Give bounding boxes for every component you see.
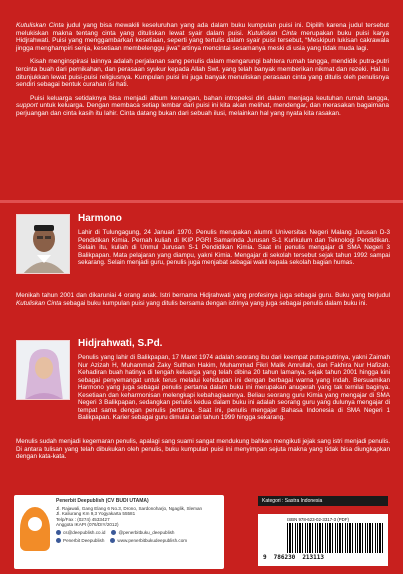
publisher-box bbox=[14, 495, 224, 569]
author-photo-hidjrahwati bbox=[16, 340, 70, 400]
book-title-emphasis: Kutuliskan Cinta bbox=[16, 22, 64, 29]
synopsis-paragraph-1: Kutuliskan Cinta judul yang bisa mewakili keseluruhan yang ada dalam buku kumpulan puisi ini. Dipilih karena judul tersebut melukiskan makna tentang cinta yang dituliskan lewat syair dalam puisi. Kutuliskan Cinta merupakan buku puisi karya Hidjrahwati. Puisi yang menggambarkan kesetiaan, seperti yang tertulis dalam syair puisi tersebut, “Meskipun lukisan cakrawala jingga menghampiri senja, kesetiaan membelenggu jiwa” artinya mencintai sesamanya meski di usia yang tidak muda lagi. bbox=[16, 22, 389, 52]
publisher-email: cs@deepublish.co.id bbox=[56, 530, 105, 536]
publisher-name: Penerbit Deepublish (CV BUDI UTAMA) bbox=[56, 498, 149, 504]
publisher-membership: Anggota IKAPI (076/DIY/2012) bbox=[56, 522, 119, 528]
publisher-website: www.penerbitbukudeepublish.com bbox=[110, 538, 187, 544]
synopsis bbox=[16, 22, 389, 124]
instagram-icon bbox=[111, 530, 116, 535]
publisher-address: Jl. Rajawali, Gang Elang 6 No.3, Drono, Sardonoharjo, Ngaglik, Sleman bbox=[56, 505, 203, 511]
divider bbox=[0, 200, 403, 203]
publisher-logo-icon bbox=[20, 507, 50, 551]
barcode-digits: 9 786230 213113 bbox=[263, 554, 324, 561]
book-title-emphasis: Kutuliskan Cinta bbox=[247, 29, 297, 37]
publisher-instagram: @penerbitbuku_deepublish bbox=[111, 530, 174, 536]
publisher-links bbox=[56, 538, 218, 544]
isbn-label: ISBN 978-623-02-3317-3 (PDF) bbox=[287, 517, 349, 522]
globe-icon bbox=[110, 538, 115, 543]
author-bio-harmono: Lahir di Tulungagung, 24 Januari 1970. Penulis merupakan alumni Universitas Negeri Malang Jurusan D-3 Pendidikan Kimia. Pernah kuliah di IKIP PGRI Samarinda Jurusan S-1 Kurikulum dan Teknologi Pendidikan. Selain itu, kuliah di Unmul Jurusan S-1 Pendidikan Kimia. Saat ini penulis mengajar di SMA Negeri 3 Balikpapan. Mata pelajaran yang diampu, yakni Kimia. Mengajar di sekolah tersebut sejak tahun 1992 sampai sekarang. Selain menjadi guru, penulis juga menjabat sebagai wakil kepala sekolah bagian humas. bbox=[78, 229, 390, 266]
author-bio-hidjrahwati-writing: Menulis sudah menjadi kegemaran penulis, apalagi sang suami sangat mendukung bahkan mengikuti jejak sang istri menjadi penulis. Di antara tulisan yang telah dibukukan oleh penulis, buku kumpulan puisi ini menyimpan sejuta makna yang tidak bisa diungkapkan dengan kata-kata. bbox=[16, 438, 390, 460]
category-label: Kategori : Sastra Indonesia bbox=[258, 496, 388, 506]
facebook-icon bbox=[56, 538, 61, 543]
publisher-phone: Telp/Fax : (0274) 4533427 bbox=[56, 516, 110, 522]
barcode bbox=[258, 514, 388, 566]
synopsis-paragraph-3: Puisi keluarga setidaknya bisa menjadi album kenangan, bahan intropeksi diri dalam menjaga keutuhan rumah tangga, support untuk keluarga. Dengan membaca setiap lembar dari puisi ini kita akan melihat, mendengar, dan merasakan bagaimana perjuangan dan cinta kasih itu lahir. Cinta datang bukan dari sebuah ilusi, melainkan hal yang nyata kita rasakan. bbox=[16, 94, 389, 117]
author-name-hidjrahwati: Hidjrahwati, S.Pd. bbox=[78, 338, 163, 349]
barcode-bars bbox=[287, 523, 383, 553]
author-bio-hidjrahwati: Penulis yang lahir di Balikpapan, 17 Maret 1974 adalah seorang ibu dari keempat putra-putrinya, yakni Zaimah Nur Azizah H, Muhammad Zaky Sulthan Hakim, Muhammad Fikri Malik Amrullah, dan Fakhira Nur Hafizah. Kehadiran buah hatinya di tengah keluarga yang telah dibina 20 tahun lamanya, sejak tahun 2001 hingga kini sebagai penyemangat untuk terus melalui kehidupan ini dengan berbagai warna yang indah. Bersuamikan Harmono yang juga sebagai penulis pertama dalam buku ini merupakan anugerah yang tak ternilai baginya. Kesetiaan dan keharmonisan melengkapi kebahagiaannya. Beliau seorang guru Kimia yang mengajar di SMA Negeri 3 Balikpapan, sedangkan penulis kedua dalam buku ini adalah seorang guru yang dulunya mengajar di tempat sama dengan penulis pertama. Saat ini, penulis mengajar Bahasa Indonesia di SMA Negeri 1 Balikpapan. Karier sebagai guru dimulai dari tahun 1999 hingga sekarang. bbox=[78, 354, 390, 421]
synopsis-paragraph-2: Kisah menginspirasi lainnya adalah perjalanan sang penulis dalam mengarungi bahtera rumah tangga, mendidik putra-putri tercinta buah dari pernikahan, dan perasaan syukur kepada Allah Swt. yang telah banyak memberikan nikmat dan rezeki. Hal itu ditunjukkan lewat puisi-puisi religiusnya. Kumpulan puisi ini juga banyak menuliskan perasaan cinta yang ditulis oleh penulisnya sendiri sebagai bentuk curahan isi hati. bbox=[16, 58, 389, 89]
publisher-address-2: Jl. Kaliurang Km 9,3 Yogyakarta 55581 bbox=[56, 511, 136, 517]
author-name-harmono: Harmono bbox=[78, 213, 122, 224]
email-icon bbox=[56, 530, 61, 535]
author-bio-harmono-family: Menikah tahun 2001 dan dikaruniai 4 orang anak. Istri bernama Hidjrahwati yang profesinya juga sebagai guru. Buku yang berjudul Kutuliskan Cinta sebagai buku kumpulan puisi yang ditulis bersama dengan istrinya yang juga sebagai penulis dalam buku ini. bbox=[16, 292, 390, 307]
publisher-facebook: Penerbit Deepublish bbox=[56, 538, 104, 544]
author-photo-harmono bbox=[16, 214, 70, 274]
publisher-contacts bbox=[56, 530, 218, 536]
